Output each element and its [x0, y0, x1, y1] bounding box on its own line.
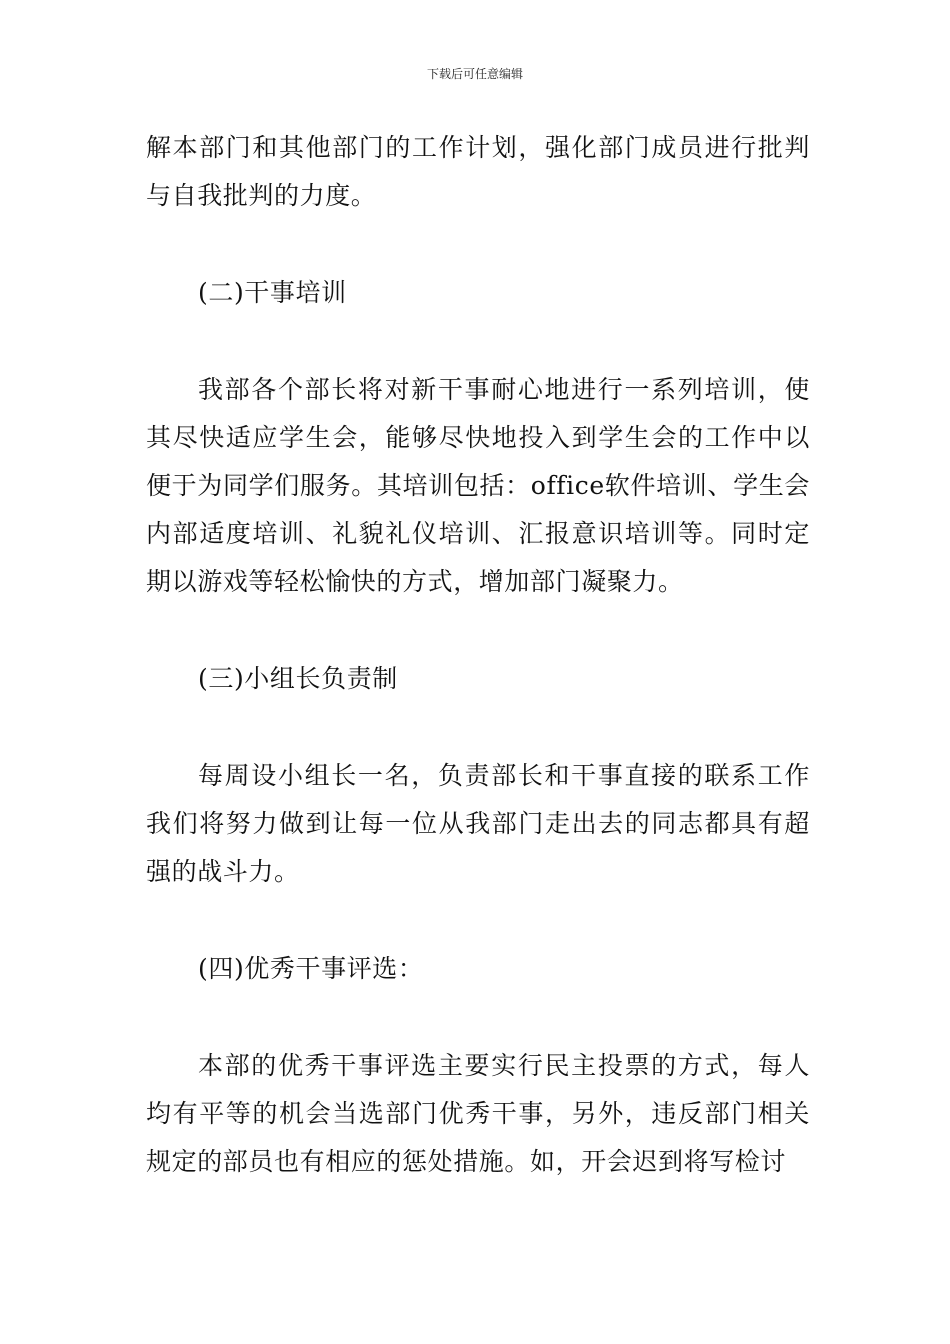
paragraph-continued: 解本部门和其他部门的工作计划，强化部门成员进行批判与自我批判的力度。: [146, 133, 810, 210]
page-header: 下载后可任意编辑: [426, 67, 523, 81]
document-body: [146, 124, 810, 1186]
section-heading-evaluation: (四)优秀干事评选：: [198, 954, 424, 983]
section-heading-group-leader: (三)小组长负责制: [198, 664, 398, 693]
paragraph-training: 我部各个部长将对新干事耐心地进行一系列培训，使其尽快适应学生会，能够尽快地投入到学生会的工作中以便于为同学们服务。其培训包括：office软件培训、学生会内部适度培训、礼貌礼仪培训、汇报意识培训等。同时定期以游戏等轻松愉快的方式，增加部门凝聚力。: [146, 375, 810, 596]
paragraph-group-leader: 每周设小组长一名，负责部长和干事直接的联系工作我们将努力做到让每一位从我部门走出去的同志都具有超强的战斗力。: [146, 761, 810, 886]
paragraph-evaluation: 本部的优秀干事评选主要实行民主投票的方式，每人均有平等的机会当选部门优秀干事，另外，违反部门相关规定的部员也有相应的惩处措施。如，开会迟到将写检讨: [146, 1051, 810, 1176]
section-heading-training: (二)干事培训: [198, 278, 347, 307]
